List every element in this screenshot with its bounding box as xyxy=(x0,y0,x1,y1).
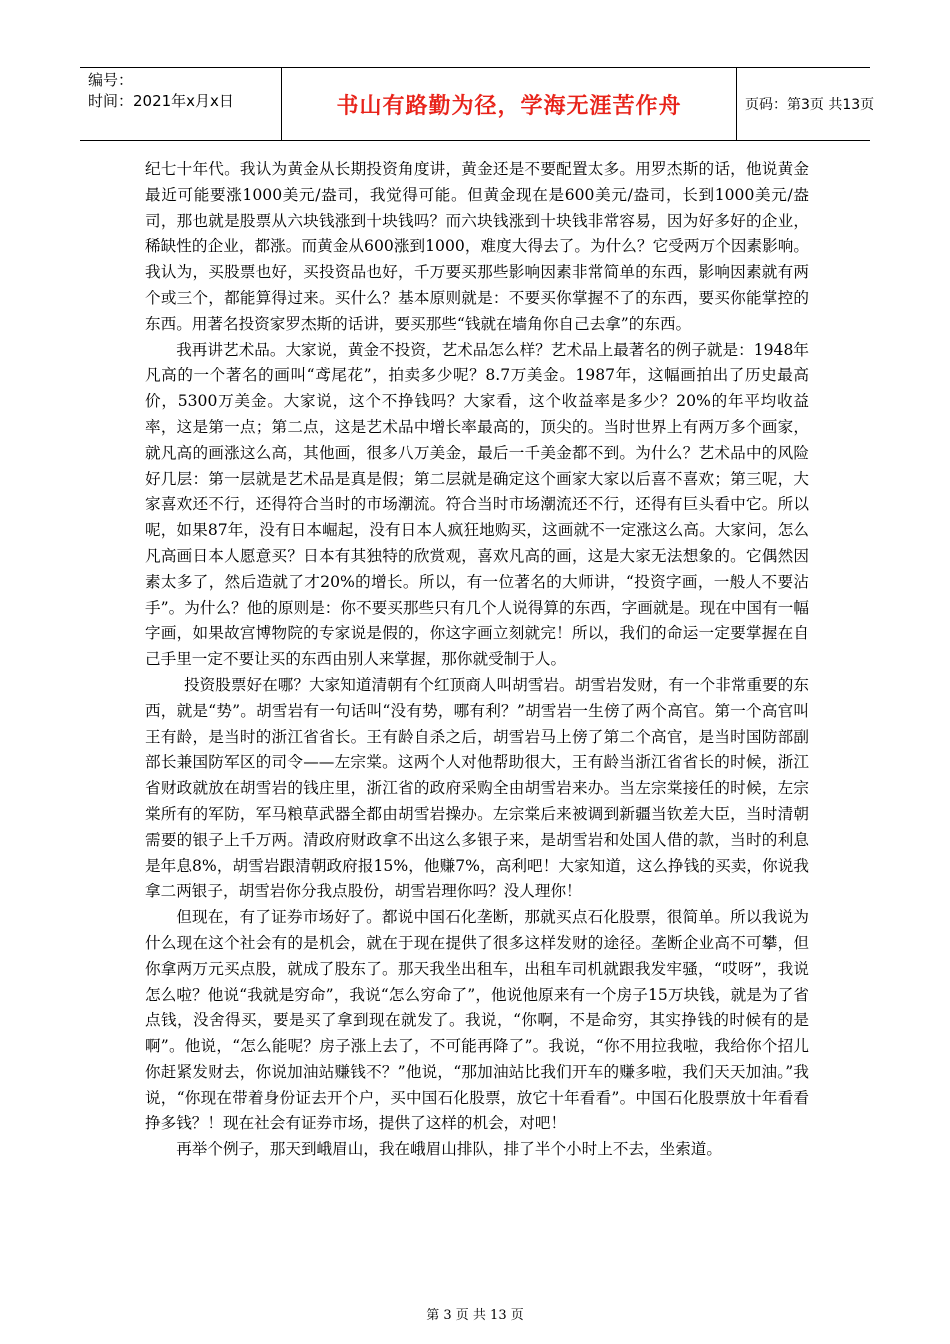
header-page-cell xyxy=(737,68,875,140)
paragraph: 但现在，有了证券市场好了。都说中国石化垄断，那就买点石化股票，很简单。所以我说为什么现在这个社会有的是机会，就在于现在提供了很多这样发财的途径。垄断企业高不可攀，但你拿两万元买点股，就成了股东了。那天我坐出租车，出租车司机就跟我发牢骚，“哎呀”，我说怎么啦？他说“我就是穷命”，我说“怎么穷命了”，他说他原来有一个房子15万块钱，就是为了省点钱，没舍得买，要是买了拿到现在就发了。我说，“你啊，不是命穷，其实挣钱的时候有的是啊”。他说，“怎么能呢？房子涨上去了，不可能再降了”。我说，“你不用拉我啦，我给你个招儿你赶紧发财去，你说加油站赚钱不？”他说，“那加油站比我们开车的赚多啦，我们天天加油。”我说，“你现在带着身份证去开个户，买中国石化股票，放它十年看看”。中国石化股票放十年看看挣多钱？！现在社会有证券市场，提供了这样的机会，对吧！ xyxy=(145,908,809,1133)
paragraph: 投资股票好在哪？大家知道清朝有个红顶商人叫胡雪岩。胡雪岩发财，有一个非常重要的东西，就是“势”。胡雪岩有一句话叫“没有势，哪有利？”胡雪岩一生傍了两个高官。第一个高官叫王有龄，是当时的浙江省省长。王有龄自杀之后，胡雪岩马上傍了第二个高官，是当时国防部副部长兼国防军区的司令——左宗棠。这两个人对他帮助很大，王有龄当浙江省省长的时候，浙江省财政就放在胡雪岩的钱庄里，浙江省的政府采购全由胡雪岩来办。当左宗棠接任的时候，左宗棠所有的军防，军马粮草武器全都由胡雪岩操办。左宗棠后来被调到新疆当钦差大臣，当时清朝需要的银子上千万两。清政府财政拿不出这么多银子来，是胡雪岩和处国人借的款，当时的利息是年息8%，胡雪岩跟清朝政府报15%，他赚7%，高利吧！大家知道，这么挣钱的买卖，你说我拿二两银子，胡雪岩你分我点股份，胡雪岩理你吗？没人理你！ xyxy=(145,675,809,901)
header-motto-cell xyxy=(282,68,737,140)
paragraph: 我再讲艺术品。大家说，黄金不投资，艺术品怎么样？艺术品上最著名的例子就是：1948年凡高的一个著名的画叫“鸢尾花”，拍卖多少呢？8.7万美金。1987年，这幅画拍出了历史最高价，5300万美金。大家说，这个不挣钱吗？大家看，这个收益率是多少？20%的年平均收益率，这是第一点；第二点，这是艺术品中增长率最高的，顶尖的。当时世界上有两万多个画家，就凡高的画涨这么高，其他画，很多八万美金，最后一千美金都不到。为什么？艺术品中的风险好几层：第一层就是艺术品是真是假；第二层就是确定这个画家大家以后喜不喜欢；第三呢，大家喜欢还不行，还得符合当时的市场潮流。符合当时市场潮流还不行，还得有巨头看中它。所以呢，如果87年，没有日本崛起，没有日本人疯狂地购买，这画就不一定涨这么高。大家问，怎么凡高画日本人愿意买？日本有其独特的欣赏观，喜欢凡高的画，这是大家无法想象的。它偶然因素太多了，然后造就了才20%的增长。所以，有一位著名的大师讲，“投资字画，一般人不要沾手”。为什么？他的原则是：你不要买那些只有几个人说得算的东西，字画就是。现在中国有一幅字画，如果故宫博物院的专家说是假的，你这字画立刻就完！所以，我们的命运一定要掌握在自己手里一定不要让买的东西由别人来掌握，那你就受制于人。 xyxy=(145,340,809,669)
header-page-number: 页码：第3页 共13页 xyxy=(745,97,875,113)
page-footer xyxy=(0,1304,950,1323)
header-meta xyxy=(80,68,282,140)
footer-page-number: 第 3 页 共 13 页 xyxy=(426,1308,524,1323)
header-motto: 书山有路勤为径，学海无涯苦作舟 xyxy=(336,93,682,119)
document-date-label: 时间：2021年x月x日 xyxy=(88,92,234,110)
paragraph: 纪七十年代。我认为黄金从长期投资角度讲，黄金还是不要配置太多。用罗杰斯的话，他说黄金最近可能要涨1000美元/盎司，我觉得可能。但黄金现在是600美元/盎司，长到1000美元/盎司，那也就是股票从六块钱涨到十块钱吗？而六块钱涨到十块钱非常容易，因为好多好的企业，稀缺性的企业，都涨。而黄金从600涨到1000，难度大得去了。为什么？它受两万个因素影响。我认为，买股票也好，买投资品也好，千万要买那些影响因素非常简单的东西，影响因素就有两个或三个，都能算得过来。买什么？基本原则就是：不要买你掌握不了的东西，要买你能掌控的东西。用著名投资家罗杰斯的话讲，要买那些“钱就在墙角你自己去拿”的东西。 xyxy=(145,160,809,333)
paragraph: 再举个例子，那天到峨眉山，我在峨眉山排队，排了半个小时上不去，坐索道。 xyxy=(176,1140,722,1159)
document-number-label: 编号： xyxy=(88,71,134,89)
page-header xyxy=(80,67,875,141)
document-body xyxy=(145,157,809,1163)
